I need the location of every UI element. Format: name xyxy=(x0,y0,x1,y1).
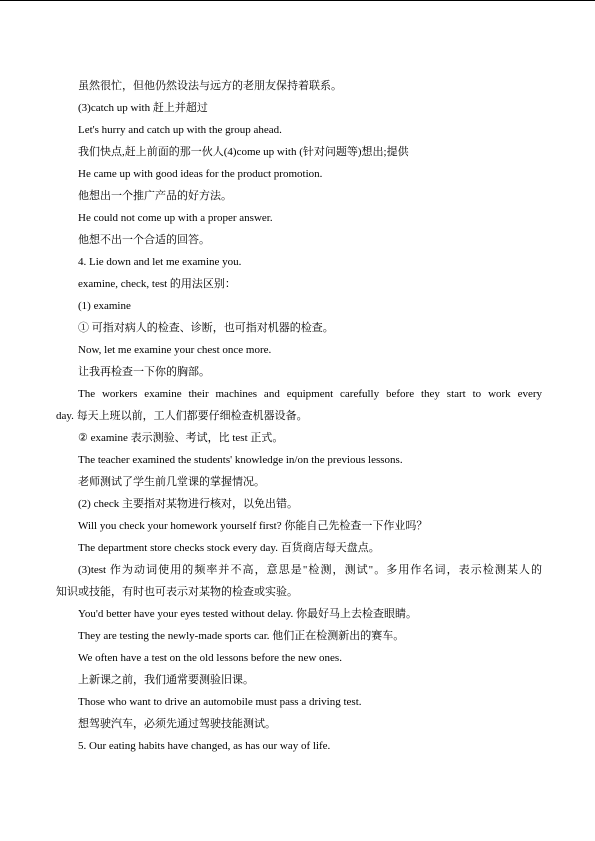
header-rule xyxy=(0,0,595,1)
text-line: We often have a test on the old lessons before the new ones. xyxy=(78,652,342,664)
subsection-heading: (2) check 主要指对某物进行核对，以免出错。 xyxy=(78,498,298,510)
section-heading: 5. Our eating habits have changed, as has our way of life. xyxy=(78,740,331,752)
text-line: examine, check, test 的用法区别： xyxy=(78,278,236,290)
document-body xyxy=(56,75,542,757)
paragraph-line-rest: day. 每天上班以前，工人们都要仔细检查机器设备。 xyxy=(56,410,308,422)
text-line: 他想不出一个合适的回答。 xyxy=(78,234,210,246)
text-line: ② examine 表示测验、考试，比 test 正式。 xyxy=(78,432,284,444)
text-line: The department store checks stock every day. 百货商店每天盘点。 xyxy=(78,542,380,554)
text-line: ① 可指对病人的检查、诊断，也可指对机器的检查。 xyxy=(78,322,334,334)
text-line: (3)catch up with 赶上并超过 xyxy=(78,102,208,114)
text-line: Now, let me examine your chest once more. xyxy=(78,344,272,356)
text-line: They are testing the newly-made sports car. 他们正在检测新出的赛车。 xyxy=(78,630,405,642)
paragraph-line-rest: 知识或技能，有时也可表示对某物的检查或实验。 xyxy=(56,586,298,598)
text-line: You'd better have your eyes tested without delay. 你最好马上去检查眼睛。 xyxy=(78,608,417,620)
text-line: 老师测试了学生前几堂课的掌握情况。 xyxy=(78,476,265,488)
text-line: Will you check your homework yourself first? 你能自己先检查一下作业吗？ xyxy=(78,520,428,532)
text-line: Let's hurry and catch up with the group ahead. xyxy=(78,124,282,136)
section-heading: 4. Lie down and let me examine you. xyxy=(78,256,242,268)
text-line: 他想出一个推广产品的好方法。 xyxy=(78,190,232,202)
subsection-heading: (1) examine xyxy=(78,300,131,312)
text-line: He could not come up with a proper answer. xyxy=(78,212,273,224)
text-line: 上新课之前，我们通常要测验旧课。 xyxy=(78,674,254,686)
paragraph xyxy=(56,559,542,603)
text-line: He came up with good ideas for the product promotion. xyxy=(78,168,323,180)
text-line: Those who want to drive an automobile must pass a driving test. xyxy=(78,696,362,708)
paragraph-line-first: (3)test 作为动词使用的频率并不高，意思是"检测，测试"。多用作名词，表示检测某人的 xyxy=(78,564,542,576)
text-line: 虽然很忙，但他仍然设法与远方的老朋友保持着联系。 xyxy=(78,80,342,92)
text-line: 想驾驶汽车，必须先通过驾驶技能测试。 xyxy=(78,718,276,730)
paragraph xyxy=(56,383,542,427)
text-line: The teacher examined the students' knowledge in/on the previous lessons. xyxy=(78,454,403,466)
paragraph-line-first: The workers examine their machines and equipment carefully before they start to work every xyxy=(78,388,542,400)
text-line: 让我再检查一下你的胸部。 xyxy=(78,366,210,378)
text-line: 我们快点,赶上前面的那一伙人(4)come up with (针对问题等)想出;提供 xyxy=(78,146,409,158)
